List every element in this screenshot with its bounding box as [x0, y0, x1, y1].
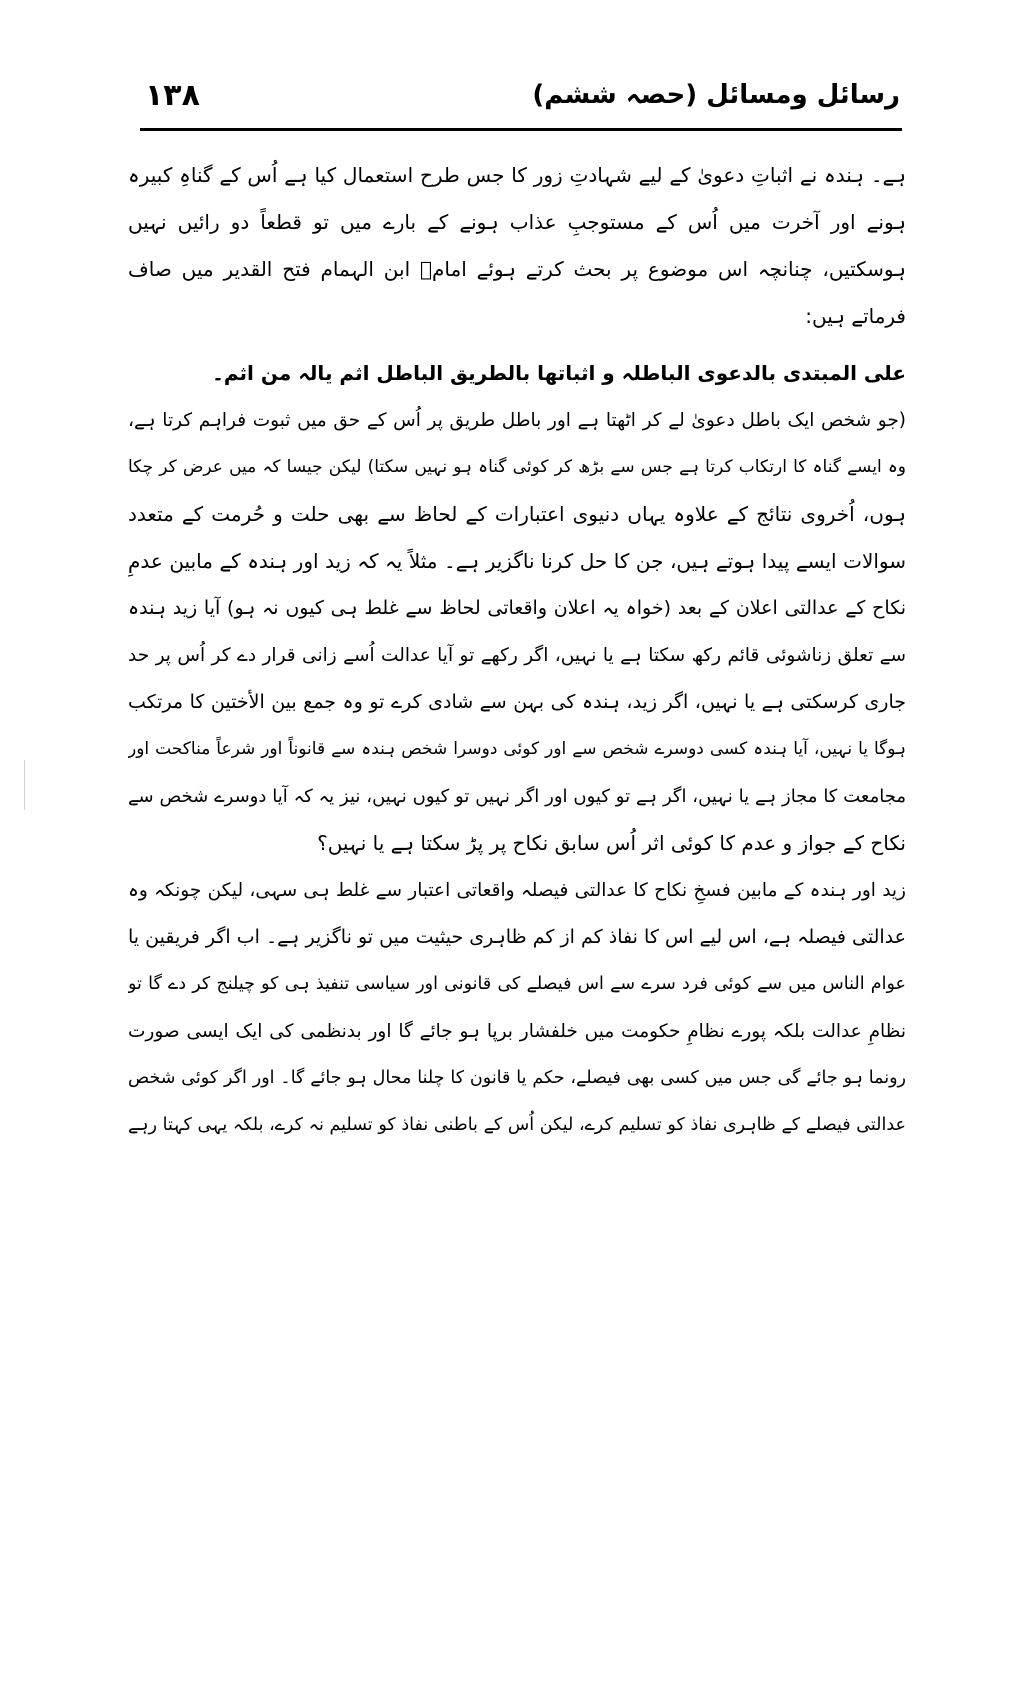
paragraph-2-line-5: نکاح کے عدالتی اعلان کے بعد (خواہ یہ اعلان واقعاتی لحاظ سے غلط ہی کیوں نہ ہو) آیا زید ہندہ — [128, 597, 906, 619]
paragraph-2-line-9: مجامعت کا مجاز ہے یا نہیں، اگر ہے تو کیوں اور اگر نہیں تو کیوں نہیں، نیز یہ کہ آیا دوسرے شخص سے — [128, 786, 906, 807]
paragraph-3-line-4: نظامِ عدالت بلکہ پورے نظامِ حکومت میں خلفشار برپا ہو جائے گا اور بدنظمی کی ایک ایسی صورت — [128, 1021, 906, 1042]
scan-margin-mark — [24, 760, 25, 810]
paragraph-1-line-3: ہوسکتیں، چنانچہ اس موضوع پر بحث کرتے ہوئے امامؒ ابن الہمام فتح القدیر میں صاف — [128, 257, 906, 281]
page-header — [145, 72, 900, 118]
paragraph-3-line-1: زید اور ہندہ کے مابین فسخِ نکاح کا عدالتی فیصلہ واقعاتی اعتبار سے غلط ہی سہی، لیکن چونکہ وہ — [128, 880, 906, 901]
paragraph-2-line-3: ہوں، اُخروی نتائج کے علاوہ یہاں دنیوی اعتبارات کے لحاظ سے بھی حلت و حُرمت کے متعدد — [128, 502, 906, 526]
paragraph-3-line-6: عدالتی فیصلے کے ظاہری نفاذ کو تسلیم کرے، لیکن اُس کے باطنی نفاذ کو تسلیم نہ کرے، بلکہ یہی کہتا رہے — [128, 1115, 906, 1135]
paragraph-2-line-1: (جو شخص ایک باطل دعویٰ لے کر اٹھتا ہے اور باطل طریق پر اُس کے حق میں ثبوت فراہم کرتا ہے، — [128, 410, 906, 431]
paragraph-2-line-8: ہوگا یا نہیں، آیا ہندہ کسی دوسرے شخص سے اور کوئی دوسرا شخص ہندہ سے قانوناً اور شرعاً مناکحت اور — [128, 739, 906, 759]
paragraph-2-line-7: جاری کرسکتی ہے یا نہیں، اگر زید، ہندہ کی بہن سے شادی کرے تو وہ جمع بین الأختین کا مرتکب — [128, 691, 906, 713]
paragraph-3-line-5: رونما ہو جائے گی جس میں کسی بھی فیصلے، حکم یا قانون کا چلنا محال ہو جائے گا۔ اور اگر کوئی شخص — [128, 1068, 906, 1088]
paragraph-3-line-3: عوام الناس میں سے کوئی فرد سرے سے اس فیصلے کی قانونی اور سیاسی تنفیذ ہی کو چیلنج کر دے گا تو — [128, 974, 906, 994]
paragraph-2-line-10: نکاح کے جواز و عدم کا کوئی اثر اُس سابق نکاح پر پڑ سکتا ہے یا نہیں؟ — [317, 831, 906, 855]
arabic-quotation: علی المبتدی بالدعوی الباطلہ و اثباتھا بالطریق الباطل اثم یالہ من اثم۔ — [212, 361, 906, 385]
paragraph-2-line-4: سوالات ایسے پیدا ہوتے ہیں، جن کا حل کرنا ناگزیر ہے۔ مثلاً یہ کہ زید اور ہندہ کے مابین عدمِ — [128, 549, 906, 573]
paragraph-2-line-2: وہ ایسے گناہ کا ارتکاب کرتا ہے جس سے بڑھ کر کوئی گناہ ہو نہیں سکتا) لیکن جیسا کہ میں عرض کر چکا — [128, 457, 906, 477]
paragraph-1-line-1: ہے۔ ہندہ نے اثباتِ دعویٰ کے لیے شہادتِ زور کا جس طرح استعمال کیا ہے اُس کے گناہِ کبیرہ — [128, 163, 906, 187]
header-divider — [140, 128, 902, 131]
paragraph-1-line-2: ہونے اور آخرت میں اُس کے مستوجبِ عذاب ہونے کے بارے میں تو قطعاً دو رائیں نہیں — [128, 210, 906, 234]
page-number: ۱۳۸ — [145, 77, 200, 113]
running-title: رسائل ومسائل (حصہ ششم) — [532, 80, 900, 110]
paragraph-1-line-4: فرماتے ہیں: — [805, 304, 906, 328]
paragraph-2-line-6: سے تعلق زناشوئی قائم رکھ سکتا ہے یا نہیں، اگر رکھے تو آیا عدالت اُسے زانی قرار دے کر اُس پر حد — [128, 645, 906, 666]
paragraph-gap — [128, 340, 906, 350]
paragraph-3-line-2: عدالتی فیصلہ ہے، اس لیے اس کا نفاذ کم از کم ظاہری حیثیت میں تو ناگزیر ہے۔ اب اگر فریقین یا — [128, 926, 906, 948]
body-text — [128, 152, 906, 1149]
